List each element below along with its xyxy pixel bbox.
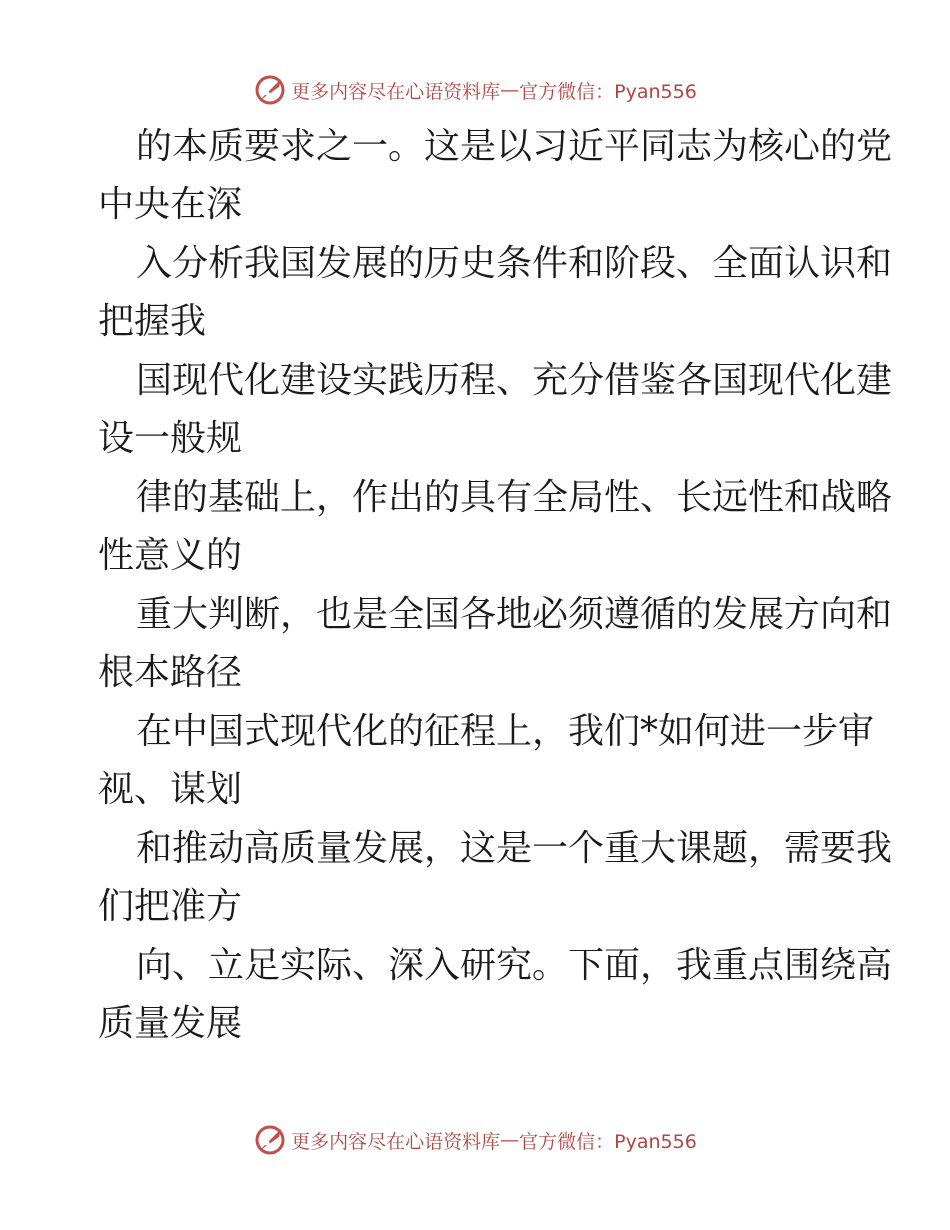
- paragraph: [98, 703, 875, 820]
- watermark-title: 更多内容尽在心语资料库: [291, 80, 501, 103]
- paragraph-line: 性意义的: [98, 535, 243, 576]
- paragraph-line: 根本路径: [98, 652, 243, 693]
- paragraph-line: 质量发展: [98, 1003, 243, 1044]
- pen-nib-logo-icon: [253, 1123, 287, 1157]
- paragraph: [98, 118, 893, 235]
- paragraph-line: 中央在深: [98, 184, 243, 225]
- document-body: [98, 118, 893, 1054]
- paragraph-line: 们把准方: [98, 886, 243, 927]
- paragraph-line: 重大判断，也是全国各地必须遵循的发展方向和: [136, 594, 893, 635]
- paragraph-line: 的本质要求之一。这是以习近平同志为核心的党: [136, 126, 893, 167]
- paragraph-line: 律的基础上，作出的具有全局性、长远性和战略: [136, 477, 893, 518]
- paragraph-line: 设一般规: [98, 418, 243, 459]
- watermark-separator: —: [500, 1129, 520, 1151]
- paragraph-line: 和推动高质量发展，这是一个重大课题，需要我: [136, 828, 893, 869]
- paragraph-line: 国现代化建设实践历程、充分借鉴各国现代化建: [136, 360, 893, 401]
- watermark-separator: —: [500, 79, 520, 101]
- footer-watermark: [0, 1120, 950, 1160]
- paragraph-line: 向、立足实际、深入研究。下面，我重点围绕高: [136, 945, 893, 986]
- header-watermark: [0, 70, 950, 110]
- watermark-wechat: 官方微信：Pyan556: [519, 1130, 697, 1153]
- paragraph-line: 在中国式现代化的征程上，我们*如何进一步审: [136, 711, 875, 752]
- paragraph: [98, 352, 893, 469]
- watermark-wechat: 官方微信：Pyan556: [519, 80, 697, 103]
- paragraph: [98, 469, 893, 586]
- paragraph: [98, 937, 893, 1054]
- paragraph-line: 入分析我国发展的历史条件和阶段、全面认识和: [136, 243, 893, 284]
- pen-nib-logo-icon: [253, 73, 287, 107]
- paragraph-line: 视、谋划: [98, 769, 243, 810]
- paragraph: [98, 820, 893, 937]
- paragraph-line: 把握我: [98, 301, 207, 342]
- paragraph: [98, 235, 893, 352]
- watermark-title: 更多内容尽在心语资料库: [291, 1130, 501, 1153]
- paragraph: [98, 586, 893, 703]
